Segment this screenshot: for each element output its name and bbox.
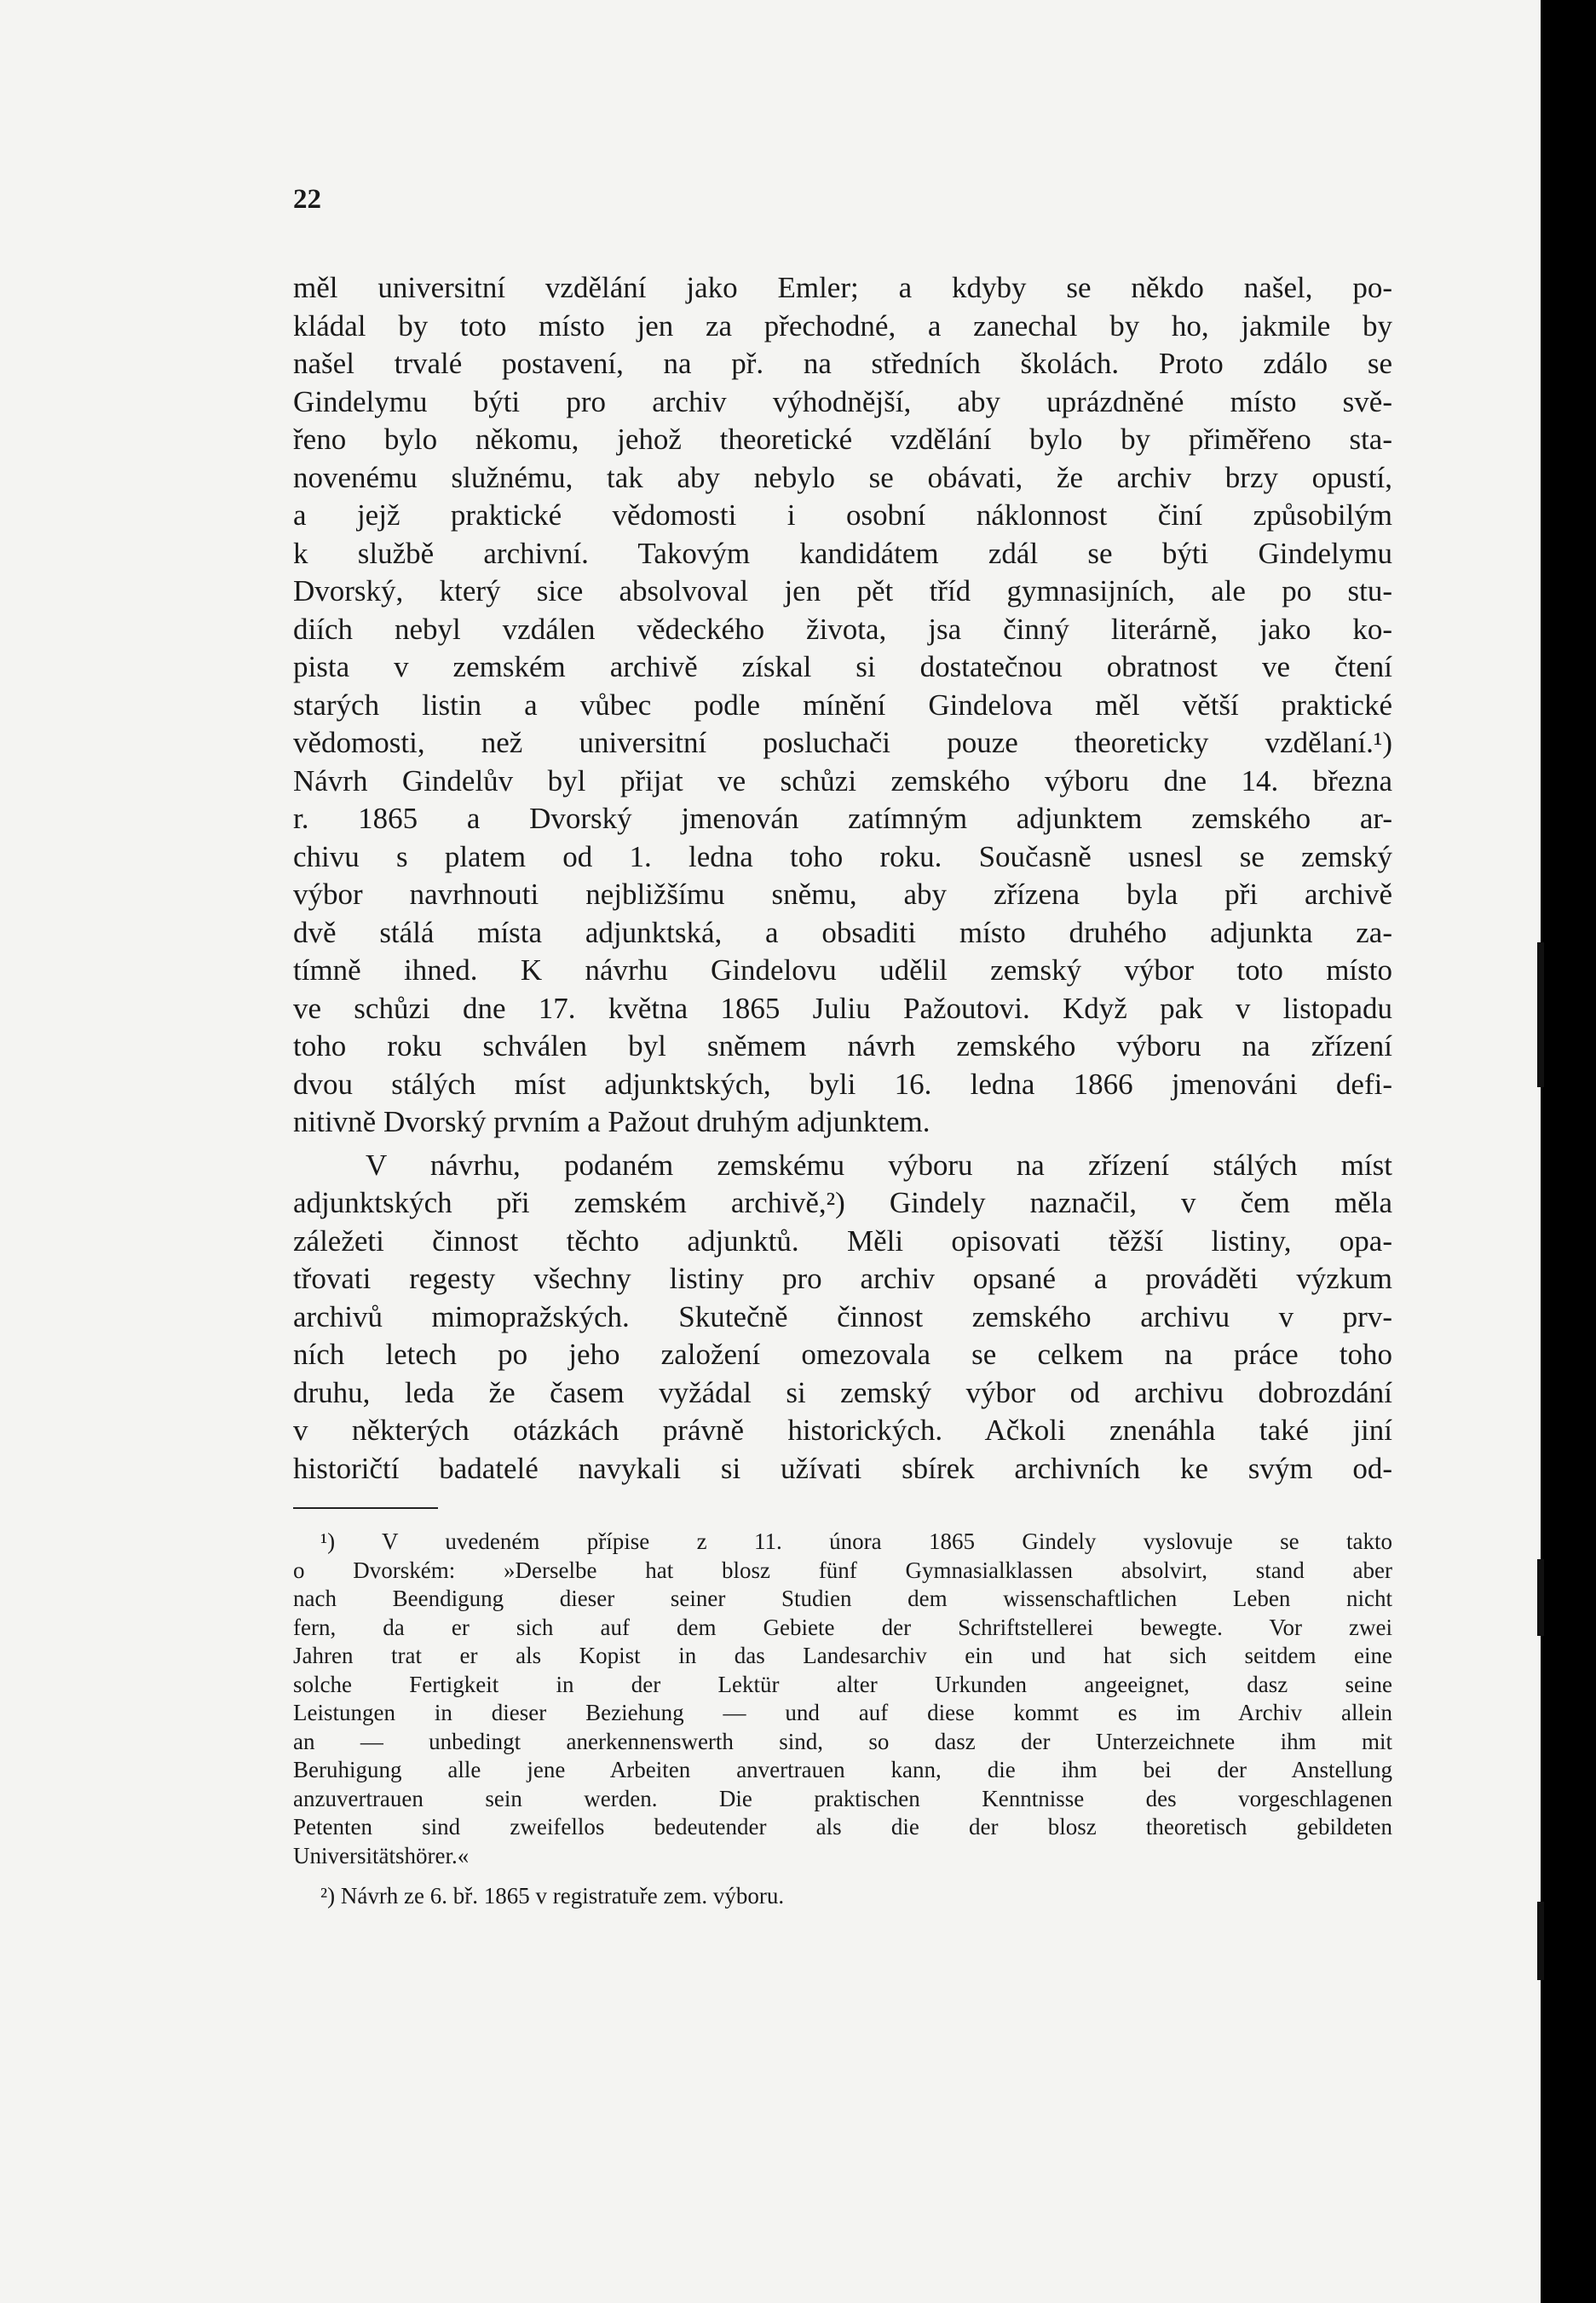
text-line: historičtí badatelé navykali si užívati sbírek archivních ke svým od-: [293, 1451, 1392, 1485]
text-line: nitivně Dvorský prvním a Pažout druhým adjunktem.: [293, 1105, 931, 1138]
text-line: měl universitní vzdělání jako Emler; a kdyby se někdo našel, po-: [293, 271, 1392, 304]
footnote-line: Petenten sind zweifellos bedeutender als die der blosz theoretisch gebildeten: [293, 1814, 1392, 1840]
footnote-separator: [293, 1507, 438, 1509]
text-line: tímně ihned. K návrhu Gindelovu udělil zemský výbor toto místo: [293, 953, 1392, 987]
text-line: Dvorský, který sice absolvoval jen pět tříd gymnasijních, ale po stu-: [293, 574, 1392, 607]
text-line: archivů mimopražských. Skutečně činnost zemského archivu v prv-: [293, 1299, 1392, 1333]
footnote-line: an — unbedingt anerkennenswerth sind, so dasz der Unterzeichnete ihm mit: [293, 1728, 1392, 1754]
footnotes: [293, 1528, 1392, 1911]
text-line: r. 1865 a Dvorský jmenován zatímným adjunktem zemského ar-: [293, 802, 1392, 835]
text-line: ve schůzi dne 17. května 1865 Juliu Pažoutovi. Když pak v listopadu: [293, 991, 1392, 1025]
page-number: 22: [293, 184, 321, 215]
footnote-line: fern, da er sich auf dem Gebiete der Schriftstellerei bewegte. Vor zwei: [293, 1614, 1392, 1640]
text-line: výbor navrhnouti nejbližšímu sněmu, aby zřízena byla při archivě: [293, 878, 1392, 911]
paragraph-1: [293, 269, 1392, 1142]
text-line: kládal by toto místo jen za přechodné, a zanechal by ho, jakmile by: [293, 308, 1392, 343]
page-edge-mark: [1537, 942, 1544, 1087]
text-line: adjunktských při zemském archivě,²) Gindely naznačil, v čem měla: [293, 1186, 1392, 1219]
text-line: chivu s platem od 1. ledna toho roku. Současně usnesl se zemský: [293, 839, 1392, 873]
footnote-line: o Dvorském: »Derselbe hat blosz fünf Gymnasialklassen absolvirt, stand aber: [293, 1557, 1392, 1583]
text-line: Návrh Gindelův byl přijat ve schůzi zemského výboru dne 14. března: [293, 763, 1392, 797]
footnote-line: nach Beendigung dieser seiner Studien dem wissenschaftlichen Leben nicht: [293, 1586, 1392, 1611]
footnote-1: [293, 1528, 1392, 1870]
text-line: Gindelymu býti pro archiv výhodnější, aby uprázdněné místo svě-: [293, 384, 1392, 418]
text-line: ních letech po jeho založení omezovala se celkem na práce toho: [293, 1338, 1392, 1371]
footnote-line: Universitätshörer.«: [293, 1842, 470, 1868]
footnote-2: [293, 1882, 1392, 1911]
text-line: záležeti činnost těchto adjunktů. Měli opisovati těžší listiny, opa-: [293, 1223, 1392, 1258]
footnote-line: anzuvertrauen sein werden. Die praktischen Kenntnisse des vorgeschlagenen: [293, 1785, 1392, 1811]
footnote-line: ¹) V uvedeném přípise z 11. února 1865 Gindely vyslovuje se takto: [320, 1529, 1392, 1554]
footnote-line: solche Fertigkeit in der Lektür alter Urkunden angeeignet, dasz seine: [293, 1671, 1392, 1697]
paragraph-2: [293, 1147, 1392, 1488]
text-line: druhu, leda že časem vyžádal si zemský výbor od archivu dobrozdání: [293, 1375, 1392, 1409]
page-edge-mark: [1537, 1559, 1544, 1636]
text-line: toho roku schválen byl sněmem návrh zemského výboru na zřízení: [293, 1029, 1392, 1062]
text-line: v některých otázkách právně historických. Ačkoli znenáhla také jiní: [293, 1413, 1392, 1447]
text-line: V návrhu, podaném zemskému výboru na zřízení stálých míst: [366, 1148, 1392, 1182]
text-line: diích nebyl vzdálen vědeckého života, jsa činný literárně, jako ko-: [293, 612, 1392, 646]
text-line: řeno bylo někomu, jehož theoretické vzdělání bylo by přiměřeno sta-: [293, 423, 1392, 456]
footnote-line: ²) Návrh ze 6. bř. 1865 v registratuře zem. výboru.: [320, 1883, 785, 1909]
text-line: dvě stálá místa adjunktská, a obsaditi místo druhého adjunkta za-: [293, 915, 1392, 949]
footnote-line: Jahren trat er als Kopist in das Landesarchiv ein und hat sich seitdem eine: [293, 1643, 1392, 1668]
footnote-line: Leistungen in dieser Beziehung — und auf diese kommt es im Archiv allein: [293, 1700, 1392, 1725]
text-line: pista v zemském archivě získal si dostatečnou obratnost ve čtení: [293, 650, 1392, 683]
text-line: vědomosti, než universitní posluchači pouze theoreticky vzdělaní.¹): [293, 726, 1392, 759]
text-line: a jejž praktické vědomosti i osobní náklonnost činí způsobilým: [293, 498, 1392, 532]
text-line: novenému služnému, tak aby nebylo se obávati, že archiv brzy opustí,: [293, 460, 1392, 494]
text-line: našel trvalé postavení, na př. na středních školách. Proto zdálo se: [293, 347, 1392, 380]
text-line: starých listin a vůbec podle mínění Gindelova měl větší praktické: [293, 688, 1392, 722]
page-edge-mark: [1537, 1902, 1544, 1980]
text-line: dvou stálých míst adjunktských, byli 16. ledna 1866 jmenováni defi-: [293, 1067, 1392, 1101]
footnote-line: Beruhigung alle jene Arbeiten anvertrauen kann, die ihm bei der Anstellung: [293, 1757, 1392, 1782]
main-text: [293, 269, 1392, 1488]
text-line: k službě archivní. Takovým kandidátem zdál se býti Gindelymu: [293, 536, 1392, 570]
text-line: třovati regesty všechny listiny pro archiv opsané a prováděti výzkum: [293, 1262, 1392, 1295]
